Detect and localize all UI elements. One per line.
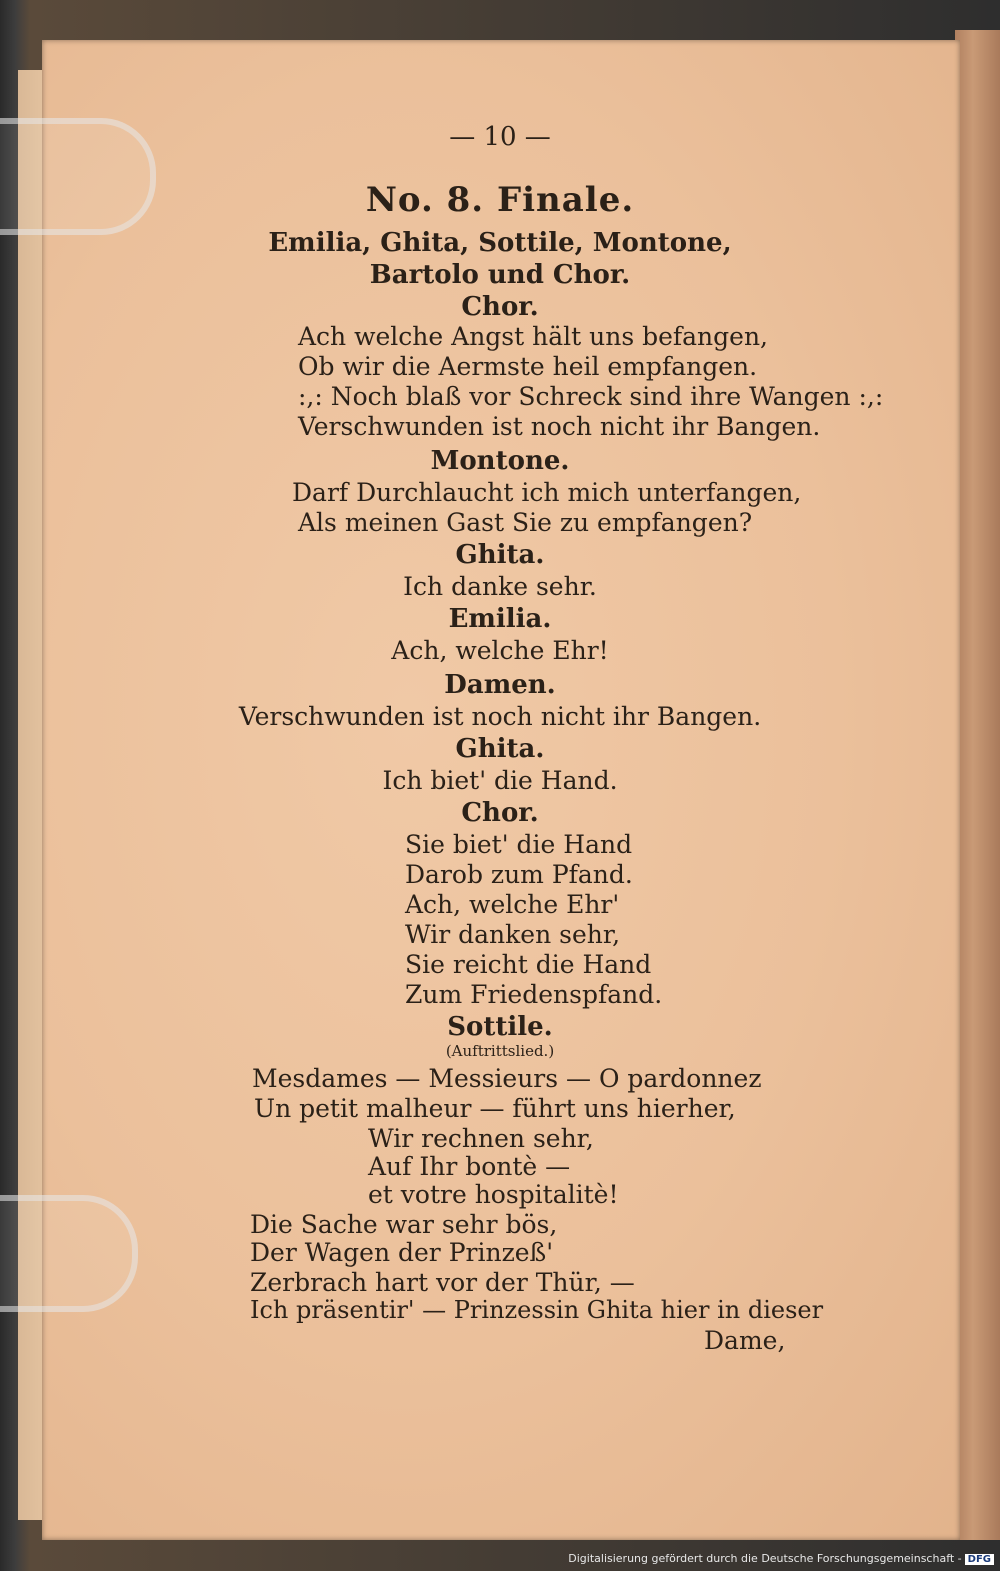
verse-line: Ob wir die Aermste heil empfangen. xyxy=(298,352,758,381)
speaker-ghita: Ghita. xyxy=(455,734,545,764)
verse-line: Ich präsentir' — Prinzessin Ghita hier in dieser xyxy=(250,1296,824,1324)
verse-line: Ich biet' die Hand. xyxy=(382,766,618,795)
verse-line: Mesdames — Messieurs — O pardonnez xyxy=(252,1064,762,1093)
speaker-emilia: Emilia. xyxy=(448,604,552,634)
speaker-chor: Chor. xyxy=(461,798,539,828)
stage-direction: (Auftrittslied.) xyxy=(445,1042,555,1060)
verse-line: Darf Durchlaucht ich mich unterfangen, xyxy=(292,478,802,507)
characters-line-2: Bartolo und Chor. xyxy=(369,260,631,290)
verse-line: Ach, welche Ehr' xyxy=(405,890,620,919)
footer-text: Digitalisierung gefördert durch die Deutsche Forschungsgemeinschaft - xyxy=(568,1552,962,1565)
verse-line: Ach welche Angst hält uns befangen, xyxy=(298,322,768,351)
verse-line: Zum Friedenspfand. xyxy=(405,980,663,1009)
verse-line: Dame, xyxy=(704,1326,786,1355)
verse-line: Auf Ihr bontè — xyxy=(368,1152,571,1181)
verse-line: Un petit malheur — führt uns hierher, xyxy=(254,1094,736,1123)
digitization-footer xyxy=(568,1552,994,1565)
dfg-logo: DFG xyxy=(965,1554,994,1565)
verse-line: Verschwunden ist noch nicht ihr Bangen. xyxy=(298,412,821,441)
page-title: No. 8. Finale. xyxy=(365,180,635,220)
verse-line: Darob zum Pfand. xyxy=(405,860,633,889)
verse-line: Verschwunden ist noch nicht ihr Bangen. xyxy=(238,702,762,731)
verse-line: Ach, welche Ehr! xyxy=(391,636,609,665)
verse-line: Der Wagen der Prinzeß' xyxy=(250,1238,554,1267)
speaker-sottile: Sottile. xyxy=(447,1012,553,1042)
verse-line: Die Sache war sehr bös, xyxy=(250,1210,558,1239)
speaker-montone: Montone. xyxy=(430,446,570,476)
verse-line: Ich danke sehr. xyxy=(403,572,597,601)
characters-line-1: Emilia, Ghita, Sottile, Montone, xyxy=(268,228,732,258)
verse-line: :,: Noch blaß vor Schreck sind ihre Wangen :,: xyxy=(298,382,884,411)
verse-line: Wir rechnen sehr, xyxy=(368,1124,594,1153)
speaker-ghita: Ghita. xyxy=(455,540,545,570)
verse-line: Sie biet' die Hand xyxy=(405,830,633,859)
page-number: — 10 — xyxy=(449,122,551,152)
verse-line: Sie reicht die Hand xyxy=(405,950,652,979)
verse-line: et votre hospitalitè! xyxy=(368,1180,619,1209)
speaker-damen: Damen. xyxy=(444,670,556,700)
speaker-chor: Chor. xyxy=(461,292,539,322)
verse-line: Zerbrach hart vor der Thür, — xyxy=(250,1268,635,1297)
verse-line: Wir danken sehr, xyxy=(405,920,621,949)
verse-line: Als meinen Gast Sie zu empfangen? xyxy=(298,508,753,537)
